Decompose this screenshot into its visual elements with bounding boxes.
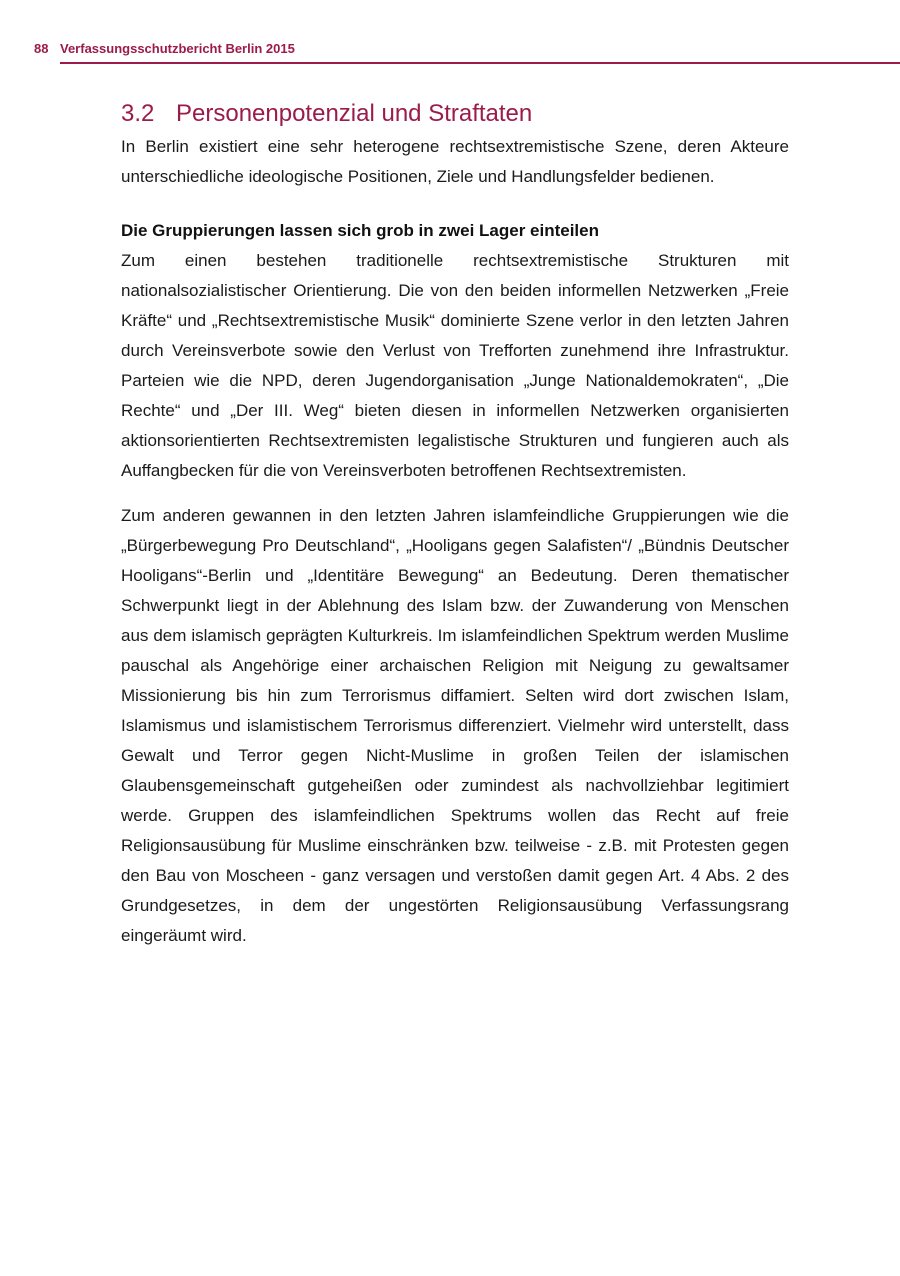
section-heading bbox=[121, 98, 789, 130]
intro-paragraph: In Berlin existiert eine sehr heterogene rechtsextremistische Szene, deren Akteure unterschiedliche ideologische Positionen, Ziele und Handlungsfelder bedienen. bbox=[121, 137, 789, 186]
section-title: Personenpotenzial und Straftaten bbox=[176, 100, 533, 127]
page-content bbox=[121, 98, 789, 951]
page-number: 88 bbox=[34, 41, 49, 56]
section-number: 3.2 bbox=[121, 100, 155, 127]
body-paragraph-1: Zum einen bestehen traditionelle rechtsextremistische Strukturen mit nationalsozialistischer Orientierung. Die von den beiden informellen Netzwerken „Freie Kräfte“ und „Rechtsextremistische Musik“ dominierte Szene verlor in den letzten Jahren durch Vereinsverbote sowie den Verlust von Trefforten zunehmend ihre Infrastruktur. Parteien wie die NPD, deren Jugendorganisation „Junge Nationaldemokraten“, „Die Rechte“ und „Der III. Weg“ bieten diesen in informellen Netzwerken organisierten aktionsorientierten Rechtsextremisten legalistische Strukturen und fungieren auch als Auffangbecken für die von Vereinsverboten betroffenen Rechtsextremisten. bbox=[121, 251, 789, 480]
body-paragraph-2: Zum anderen gewannen in den letzten Jahren islamfeindliche Gruppierungen wie die „Bürgerbewegung Pro Deutschland“, „Hooligans gegen Salafisten“/ „Bündnis Deutscher Hooligans“-Berlin und „Identitäre Bewegung“ an Bedeutung. Deren thematischer Schwerpunkt liegt in der Ablehnung des Islam bzw. der Zuwanderung von Menschen aus dem islamisch geprägten Kulturkreis. Im islamfeindlichen Spektrum werden Muslime pauschal als Angehörige einer archaischen Religion mit Neigung zu gewaltsamer Missionierung bis hin zum Terrorismus diffamiert. Selten wird dort zwischen Islam, Islamismus und islamistischem Terrorismus differenziert. Vielmehr wird unterstellt, dass Gewalt und Terror gegen Nicht-Muslime in großen Teilen der islamischen Glaubensgemeinschaft gutgeheißen oder zumindest als nachvollziehbar legitimiert werde. Gruppen des islamfeindlichen Spektrums wollen das Recht auf freie Religionsausübung für Muslime einschränken bzw. teilweise - z.B. mit Protesten gegen den Bau von Moscheen - ganz versagen und verstoßen damit gegen Art. 4 Abs. 2 des Grundgesetzes, in dem der ungestörten Religionsausübung Verfassungsrang eingeräumt wird. bbox=[121, 506, 789, 945]
running-header bbox=[34, 40, 900, 66]
header-title: Verfassungsschutzbericht Berlin 2015 bbox=[60, 41, 295, 56]
subsection-heading: Die Gruppierungen lassen sich grob in zwei Lager einteilen bbox=[121, 221, 599, 240]
header-rule bbox=[60, 62, 900, 64]
